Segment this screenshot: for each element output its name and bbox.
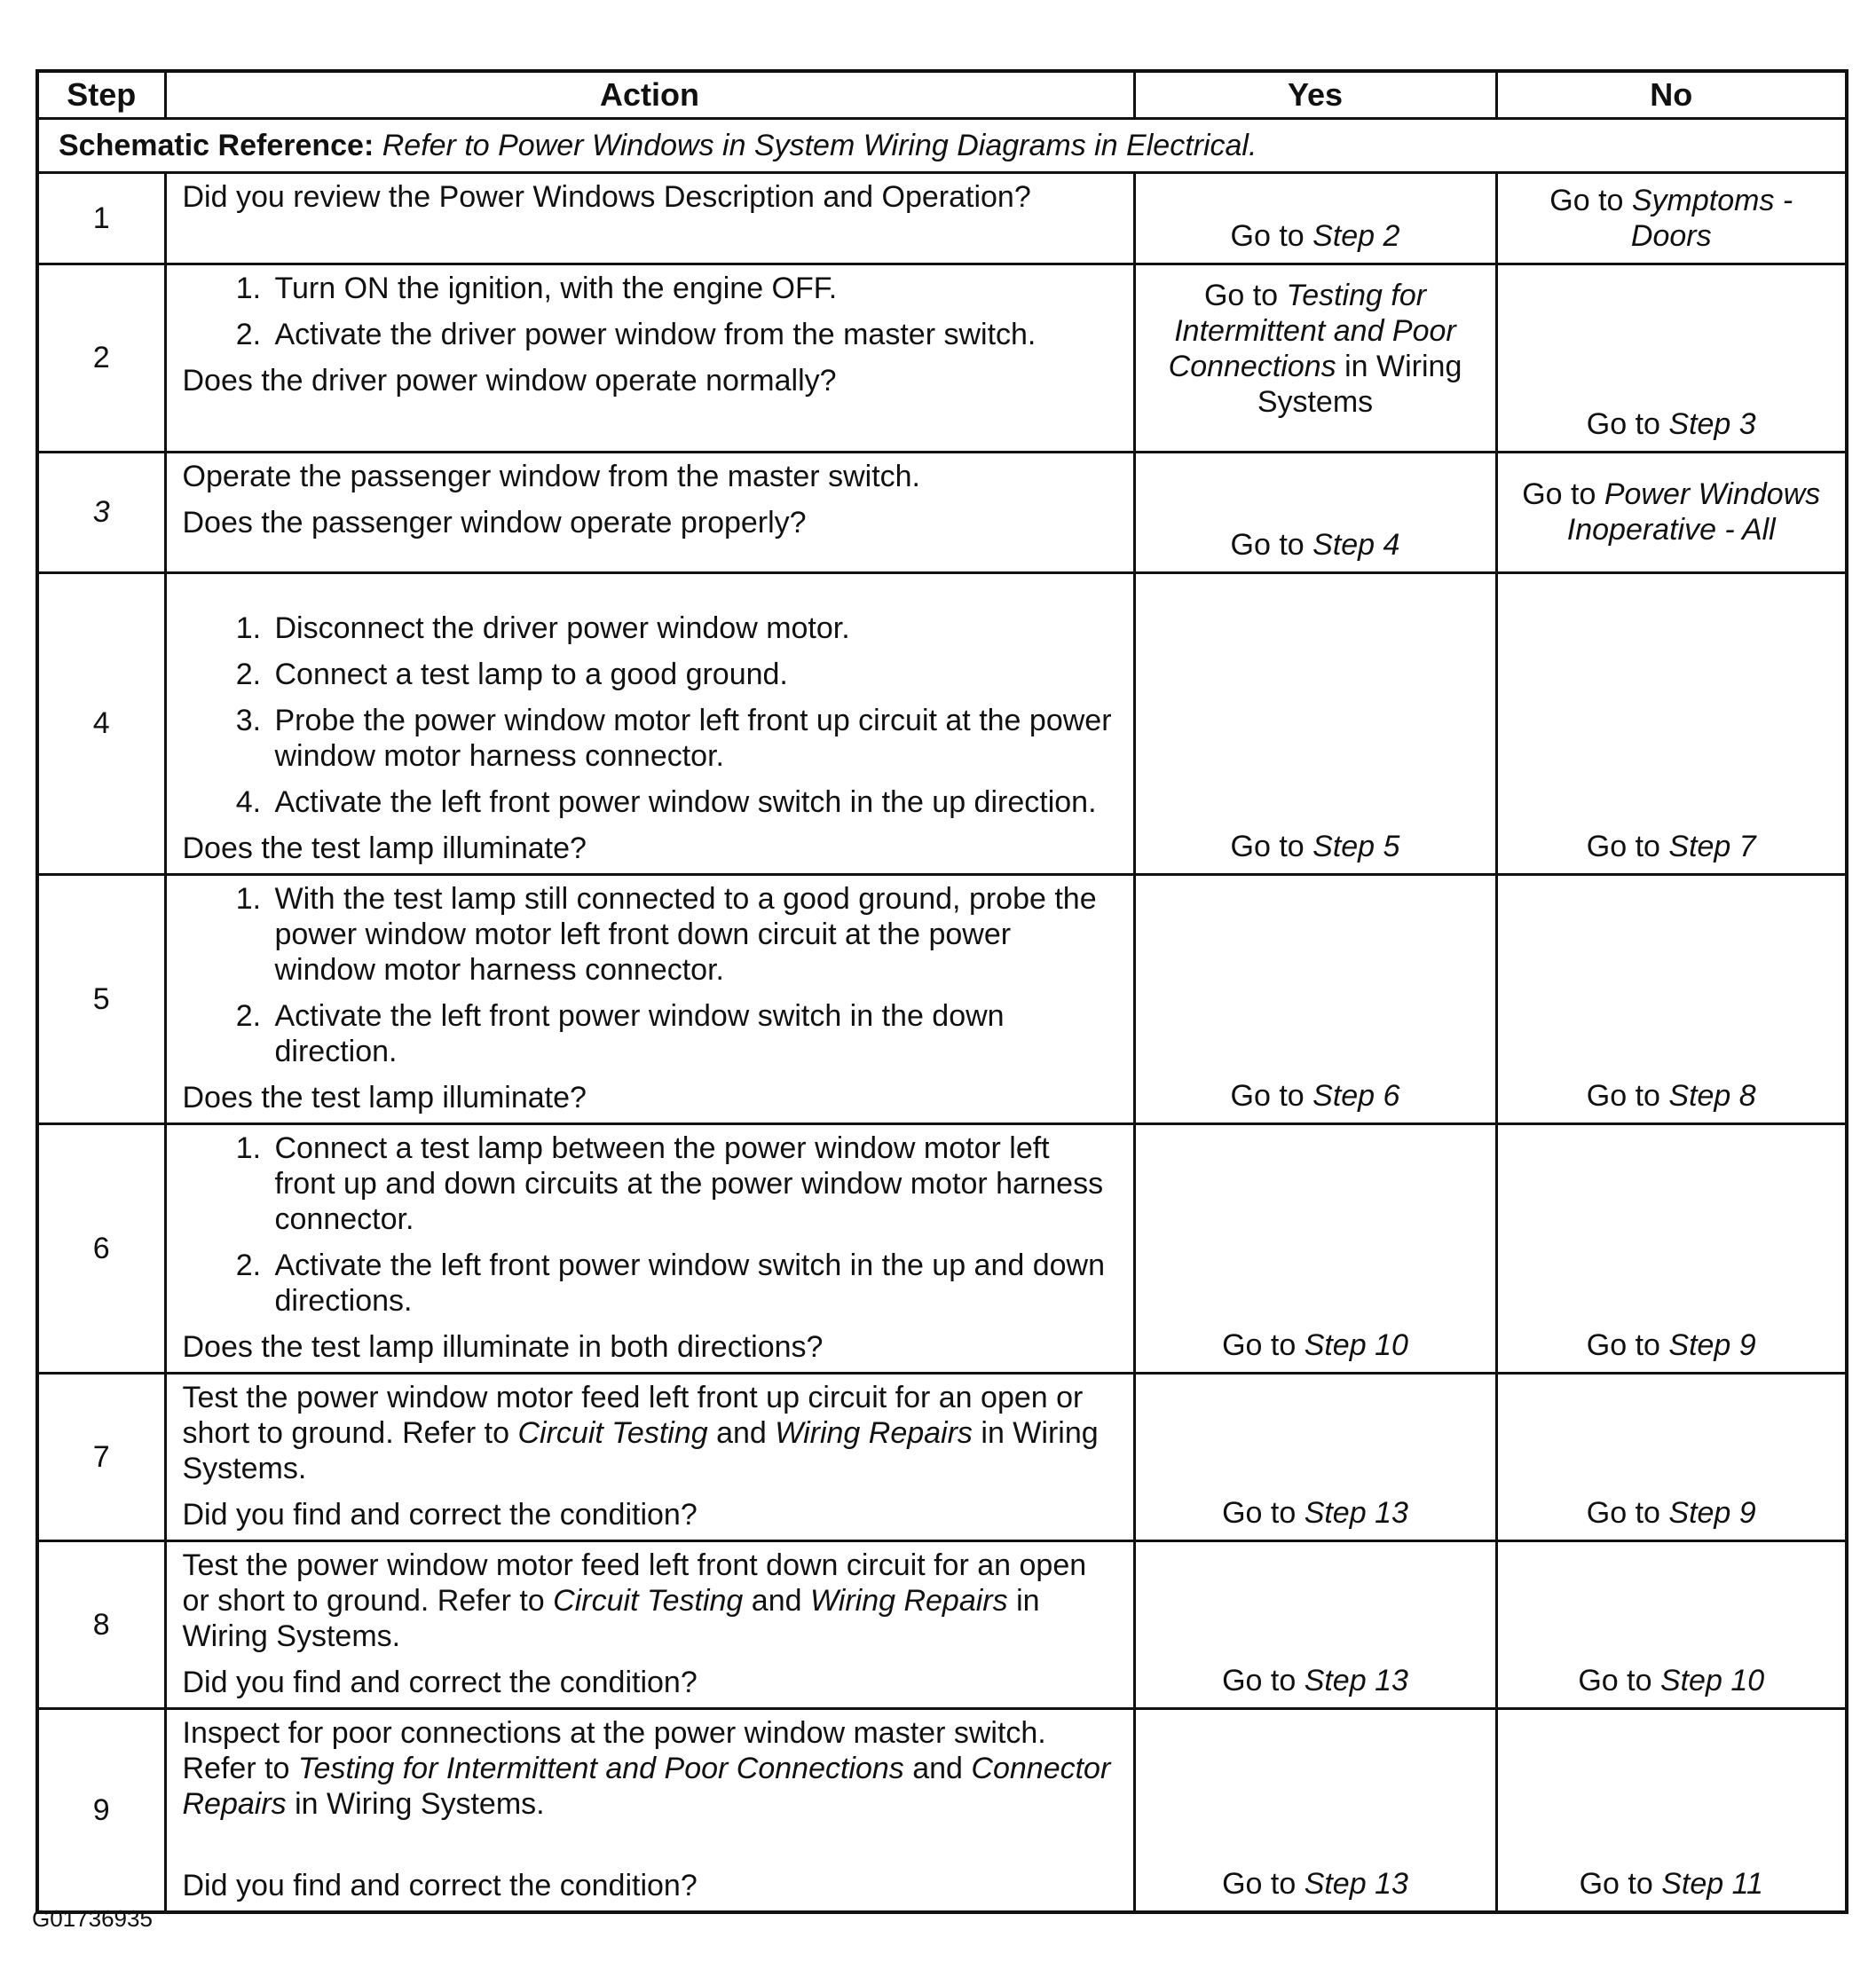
action-link-testing-intermittent[interactable]: Testing for Intermittent and Poor Connections [297, 1752, 904, 1785]
table-header-row [37, 71, 1847, 119]
no-go-to: Go to [1586, 1496, 1669, 1530]
yes-go-to: Go to [1222, 1867, 1305, 1901]
action-question: Does the test lamp illuminate? [182, 831, 587, 865]
yes-link[interactable]: Step 13 [1304, 1664, 1408, 1697]
action-cell [165, 1124, 1134, 1374]
yes-cell [1134, 573, 1496, 875]
no-cell [1496, 875, 1847, 1124]
no-go-to: Go to [1586, 830, 1669, 863]
action-cell [165, 1374, 1134, 1541]
action-text: and [707, 1416, 776, 1450]
figure-id: G01736935 [32, 1905, 153, 1932]
yes-go-to: Go to [1222, 1328, 1305, 1362]
table-row [37, 1374, 1847, 1541]
yes-go-to: Go to [1222, 1496, 1305, 1530]
step-number: 6 [37, 1124, 165, 1374]
action-text: and [903, 1752, 972, 1785]
header-action: Action [165, 71, 1134, 119]
action-list-item: 1. With the test lamp still connected to a good ground, probe the power window motor left front down circuit at the power window motor harness connector. [270, 881, 1117, 988]
no-cell [1496, 264, 1847, 453]
yes-cell [1134, 1709, 1496, 1913]
yes-cell [1134, 173, 1496, 264]
yes-link[interactable]: Step 13 [1304, 1867, 1408, 1901]
step-number: 5 [37, 875, 165, 1124]
no-cell [1496, 173, 1847, 264]
no-link[interactable]: Step 9 [1668, 1328, 1756, 1362]
step-number: 4 [37, 573, 165, 875]
action-question: Does the passenger window operate properly? [182, 506, 807, 540]
action-list-item: 2. Connect a test lamp to a good ground. [270, 657, 1117, 692]
action-list-item: 2. Activate the driver power window from the master switch. [270, 317, 1117, 352]
action-cell [165, 453, 1134, 573]
no-cell [1496, 1709, 1847, 1913]
action-cell [165, 875, 1134, 1124]
yes-go-to: Go to [1222, 1664, 1305, 1697]
no-go-to: Go to [1522, 477, 1604, 511]
table-row [37, 573, 1847, 875]
action-list-item: 2. Activate the left front power window switch in the down direction. [270, 998, 1117, 1069]
action-cell [165, 264, 1134, 453]
no-go-to: Go to [1586, 1328, 1669, 1362]
step-number: 3 [37, 453, 165, 573]
no-go-to: Go to [1586, 1079, 1669, 1113]
yes-link[interactable]: Step 2 [1312, 219, 1400, 253]
no-go-to: Go to [1579, 1867, 1662, 1901]
action-list-item: 1. Disconnect the driver power window motor. [270, 610, 1117, 646]
action-link-circuit-testing[interactable]: Circuit Testing [553, 1584, 744, 1618]
yes-go-to: Go to [1230, 528, 1313, 562]
action-link-wiring-repairs[interactable]: Wiring Repairs [775, 1416, 973, 1450]
yes-cell [1134, 264, 1496, 453]
yes-link[interactable]: Step 5 [1312, 830, 1400, 863]
action-instruction: Operate the passenger window from the master switch. [182, 460, 920, 493]
yes-go-to: Go to [1230, 219, 1313, 253]
no-go-to: Go to [1578, 1664, 1660, 1697]
action-text: Test the power window motor feed left front down circuit for an open or short to ground. Refer to [182, 1548, 1087, 1618]
table-row [37, 1709, 1847, 1913]
header-yes: Yes [1134, 71, 1496, 119]
yes-link[interactable]: Step 6 [1312, 1079, 1400, 1113]
no-go-to: Go to [1586, 407, 1669, 441]
yes-link[interactable]: Step 4 [1312, 528, 1400, 562]
action-text: Inspect for poor connections at the power window master switch. Refer to [182, 1716, 1046, 1785]
no-link[interactable]: Step 8 [1668, 1079, 1756, 1113]
no-link[interactable]: Step 7 [1668, 830, 1756, 863]
action-instruction [183, 1380, 1117, 1486]
yes-cell [1134, 1374, 1496, 1541]
yes-cell [1134, 453, 1496, 573]
step-number: 8 [37, 1541, 165, 1709]
action-steps-list [183, 1130, 1117, 1319]
yes-link[interactable]: Step 13 [1304, 1496, 1408, 1530]
action-cell [165, 573, 1134, 875]
action-text: in Wiring Systems. [182, 1584, 1040, 1653]
diagnostic-table [35, 69, 1848, 1914]
yes-cell [1134, 875, 1496, 1124]
action-steps-list [183, 610, 1117, 820]
action-instruction [183, 1715, 1117, 1822]
no-link[interactable]: Step 10 [1659, 1664, 1765, 1697]
action-list-item: 3. Probe the power window motor left front up circuit at the power window motor harness connector. [270, 703, 1117, 774]
yes-go-to: Go to [1203, 279, 1287, 312]
yes-suffix: in Wiring Systems [1257, 350, 1462, 419]
action-text: Test the power window motor feed left front up circuit for an open or short to ground. Refer to [182, 1381, 1084, 1450]
step-number: 7 [37, 1374, 165, 1541]
no-cell [1496, 573, 1847, 875]
no-cell [1496, 1124, 1847, 1374]
yes-go-to: Go to [1230, 830, 1313, 863]
yes-cell [1134, 1541, 1496, 1709]
action-text: in Wiring Systems. [182, 1416, 1099, 1485]
action-text: and [743, 1584, 810, 1618]
action-steps-list [183, 881, 1117, 1069]
table-row [37, 173, 1847, 264]
action-instruction [183, 1548, 1117, 1654]
action-text: in Wiring Systems. [286, 1787, 545, 1821]
no-go-to: Go to [1549, 184, 1632, 217]
action-list-item: 1. Turn ON the ignition, with the engine OFF. [270, 271, 1117, 306]
no-cell [1496, 1541, 1847, 1709]
schematic-reference-label: Schematic Reference: [59, 128, 374, 162]
schematic-reference-text: Refer to Power Windows in System Wiring Diagrams in Electrical. [382, 128, 1257, 162]
yes-link[interactable]: Step 10 [1304, 1328, 1408, 1362]
no-link[interactable]: Step 11 [1661, 1867, 1763, 1901]
table-row [37, 1124, 1847, 1374]
header-step: Step [37, 71, 165, 119]
no-cell [1496, 1374, 1847, 1541]
action-link-connector-repairs[interactable]: Connector Repairs [182, 1752, 1111, 1821]
action-question: Did you find and correct the condition? [182, 1666, 698, 1699]
spacer [183, 1832, 1117, 1868]
action-list-item: 2. Activate the left front power window switch in the up and down directions. [270, 1248, 1117, 1319]
no-link[interactable]: Step 3 [1668, 407, 1756, 441]
action-question: Did you find and correct the condition? [182, 1869, 698, 1902]
schematic-reference [37, 119, 1847, 173]
action-steps-list [183, 271, 1117, 352]
table-row [37, 875, 1847, 1124]
header-no: No [1496, 71, 1847, 119]
action-question: Does the test lamp illuminate in both directions? [182, 1330, 824, 1364]
no-link[interactable]: Step 9 [1668, 1496, 1756, 1530]
table-row [37, 264, 1847, 453]
step-number: 9 [37, 1709, 165, 1913]
action-cell [165, 1541, 1134, 1709]
no-cell [1496, 453, 1847, 573]
table-row [37, 1541, 1847, 1709]
action-question: Did you review the Power Windows Description and Operation? [182, 180, 1031, 214]
action-link-circuit-testing[interactable]: Circuit Testing [517, 1416, 708, 1450]
action-list-item: 4. Activate the left front power window switch in the up direction. [270, 784, 1117, 820]
action-question: Did you find and correct the condition? [182, 1498, 698, 1532]
step-number: 1 [37, 173, 165, 264]
action-link-wiring-repairs[interactable]: Wiring Repairs [809, 1584, 1008, 1618]
action-cell [165, 173, 1134, 264]
action-question: Does the test lamp illuminate? [182, 1081, 587, 1115]
action-question: Does the driver power window operate normally? [182, 364, 837, 398]
schematic-reference-row [37, 119, 1847, 173]
no-link[interactable]: Power Windows Inoperative - All [1566, 477, 1821, 547]
action-list-item: 1. Connect a test lamp between the power window motor left front up and down circuits at the power window motor harness connector. [270, 1130, 1117, 1237]
yes-link[interactable]: Testing for Intermittent and Poor Connections [1168, 279, 1456, 383]
yes-go-to: Go to [1230, 1079, 1313, 1113]
no-link[interactable]: Symptoms - Doors [1630, 184, 1793, 253]
action-cell [165, 1709, 1134, 1913]
table-row [37, 453, 1847, 573]
yes-cell [1134, 1124, 1496, 1374]
step-number: 2 [37, 264, 165, 453]
